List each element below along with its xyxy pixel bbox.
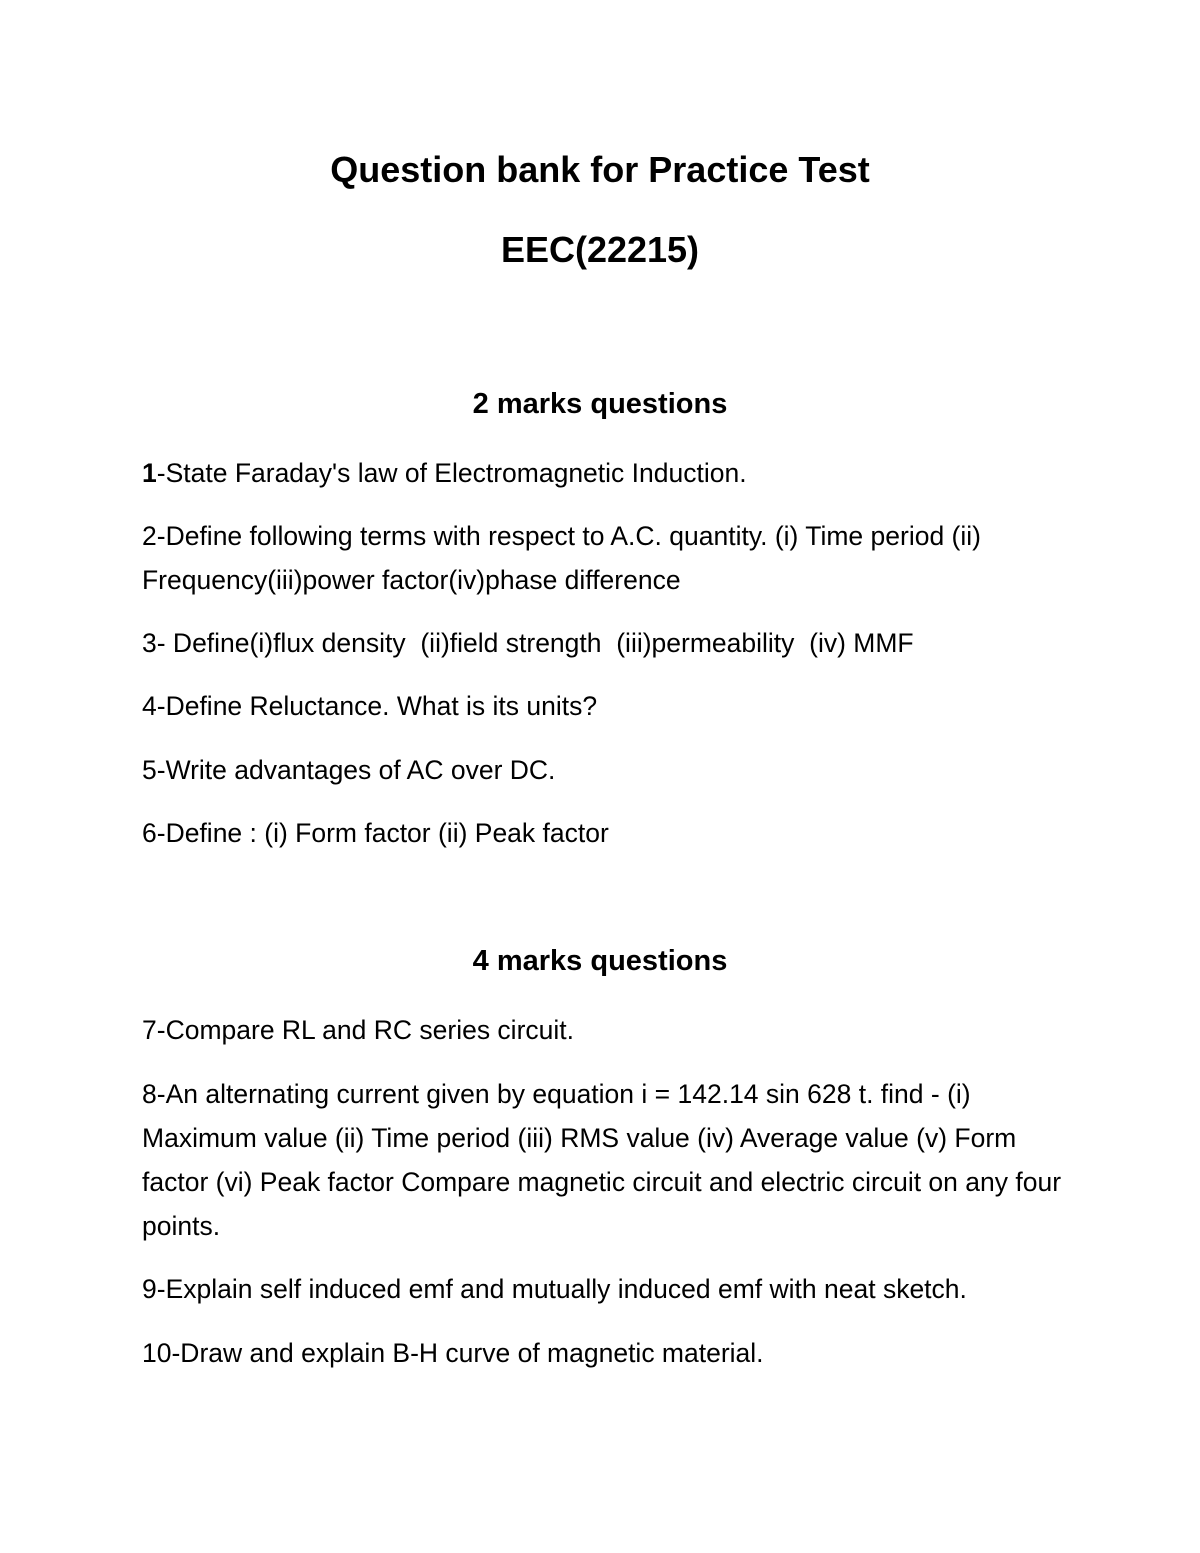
document-title: Question bank for Practice Test xyxy=(330,149,870,190)
question-4: 4-Define Reluctance. What is its units? xyxy=(142,691,598,721)
question-5: 5-Write advantages of AC over DC. xyxy=(142,755,556,785)
question-9: 9-Explain self induced emf and mutually induced emf with neat sketch. xyxy=(142,1274,967,1304)
question-3 xyxy=(142,621,1062,665)
question-3-text: 3- Define(i)flux density (ii)field strength (iii)permeability (iv) MMF xyxy=(142,628,914,658)
subject-code: EEC(22215) xyxy=(500,229,700,270)
question-10: 10-Draw and explain B-H curve of magnetic material. xyxy=(142,1338,764,1368)
question-7: 7-Compare RL and RC series circuit. xyxy=(142,1015,574,1045)
question-6: 6-Define : (i) Form factor (ii) Peak factor xyxy=(142,818,609,848)
question-1-text: -State Faraday's law of Electromagnetic Induction. xyxy=(156,458,747,488)
section-heading-4-marks: 4 marks questions xyxy=(472,945,728,977)
section-heading-2-marks: 2 marks questions xyxy=(472,388,728,420)
question-8: 8-An alternating current given by equation i = 142.14 sin 628 t. find - (i) Maximum value (ii) Time period (iii) RMS value (iv) Average value (v) Form factor (vi) Peak factor Compare magnetic circuit and electric circuit on any four points. xyxy=(142,1079,1062,1241)
question-1-number: 1 xyxy=(142,458,157,488)
question-2: 2-Define following terms with respect to A.C. quantity. (i) Time period (ii) Frequency(iii)power factor(iv)phase difference xyxy=(142,521,981,595)
question-1 xyxy=(142,451,1062,495)
